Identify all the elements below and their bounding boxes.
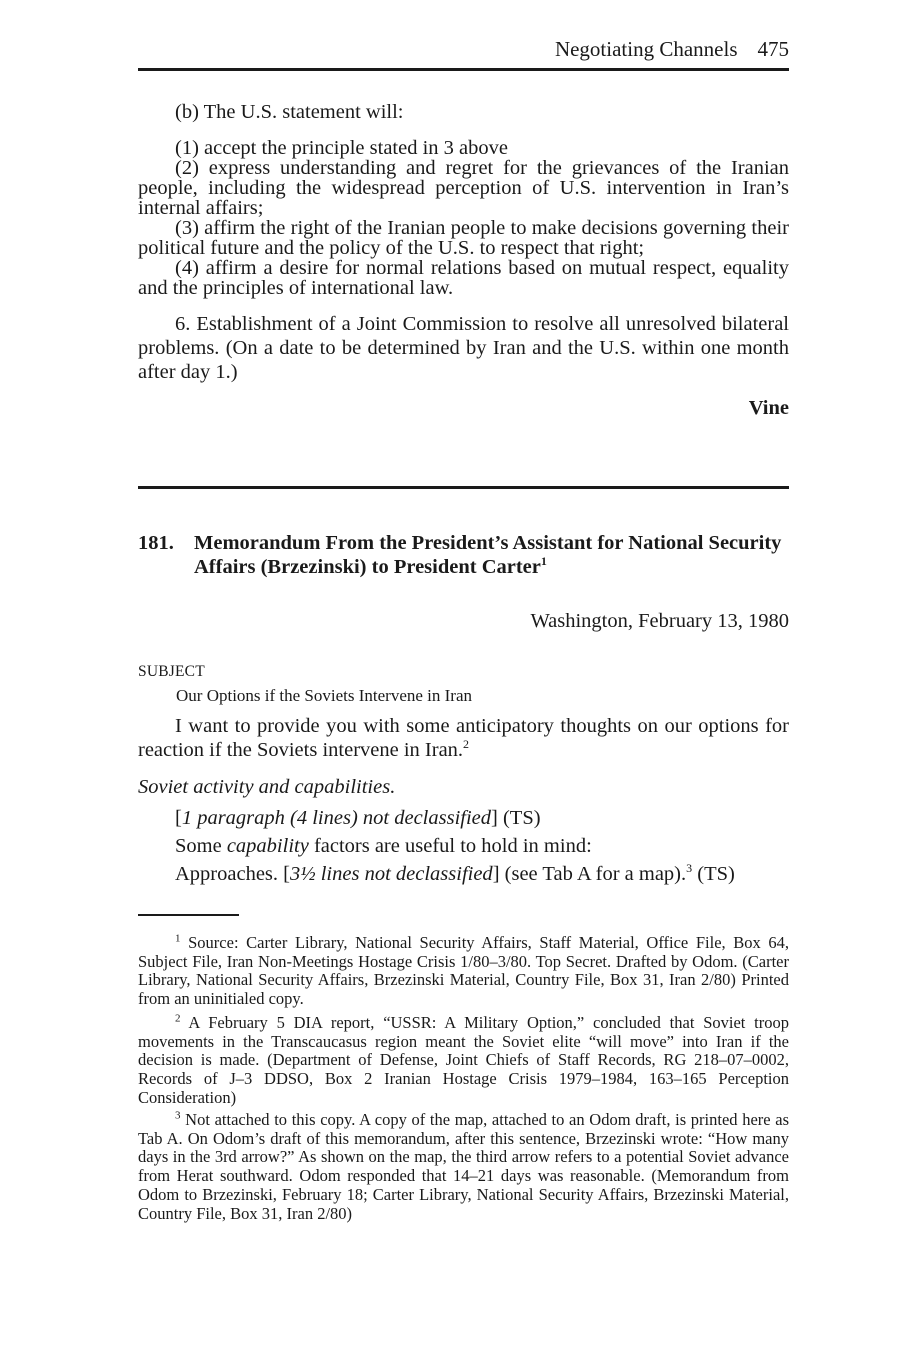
footnote-rule [138,914,239,916]
document-title: Memorandum From the President’s Assistant for National Security Affairs (Brzezinski) to President Carter [194,532,782,578]
document-heading [138,531,789,579]
footnote-2 [138,1014,789,1108]
footnote-1-text: Source: Carter Library, National Security Affairs, Staff Material, Office File, Box 64, Subject File, Iran Non-Meetings Hostage Crisis 1/80–3/80. Top Secret. Drafted by Odom. (Carter Library, National Security Affairs, Brzezinski Material, Country File, Box 31, Iran 2/80) Printed from an uninitialed copy. [138,933,790,1009]
section-heading: Soviet activity and capabilities. [138,776,396,798]
footnote-1 [138,934,789,1009]
classification-ts-2: (TS) [692,863,735,885]
classification-ts-1: ] (TS) [491,807,541,829]
subject-text: Our Options if the Soviets Intervene in Iran [176,686,473,705]
capability-term: capability [226,835,309,857]
footnote-1-marker: 1 [175,932,181,945]
statement-item-3: (3) affirm the right of the Iranian people to make decisions governing their political future and the policy of the U.S. to respect that right; [138,217,789,259]
not-declassified-paragraph: [1 paragraph (4 lines) not declassified] (TS) [175,807,541,829]
document-number: 181. [138,532,174,554]
footnote-2-marker: 2 [175,1012,181,1025]
section-rule [138,486,789,489]
document-date: Washington, February 13, 1980 [530,610,789,632]
subject-label: SUBJECT [138,663,205,680]
signature: Vine [748,397,789,419]
header-rule [138,68,789,71]
approaches-not-declassified: 3½ lines not declassified [289,863,493,885]
approaches-post: ] (see Tab A for a map). [492,863,687,885]
statement-item-2: (2) express understanding and regret for the grievances of the Iranian people, including the widespread perception of U.S. intervention in Iran’s internal affairs; [138,157,789,219]
footnote-ref-2: 2 [463,737,470,752]
statement-item-1: (1) accept the principle stated in 3 above [175,137,508,159]
document-title-wrap [194,531,789,579]
not-declassified-note: 1 paragraph (4 lines) not declassified [181,807,492,829]
footnote-3 [138,1111,789,1223]
statement-items [138,138,789,298]
capability-paragraph [138,834,789,858]
statement-item-4: (4) affirm a desire for normal relations based on mutual respect, equality and the principles of international law. [138,257,789,299]
footnote-2-text: A February 5 DIA report, “USSR: A Military Option,” concluded that Soviet troop movements in the Transcaucasus region meant the Soviet elite “will move” into Iran if the decision is made. (Department of Defense, Joint Chiefs of Staff Records, RG 218–07–0002, Records of J–3 DDSO, Box 2 Iranian Hostage Crisis 1979–1984, 163–165 Perception Consideration) [138,1013,790,1107]
page-number: 475 [757,37,789,61]
approaches-paragraph [138,862,789,886]
b-intro: (b) The U.S. statement will: [175,101,404,123]
footnote-ref-1: 1 [540,554,547,569]
capability-post: factors are useful to hold in mind: [308,835,592,857]
intro-text: I want to provide you with some anticipatory thoughts on our options for reaction if the Soviets intervene in Iran. [138,715,789,761]
footnote-3-text: Not attached to this copy. A copy of the map, attached to an Odom draft, is printed here as Tab A. On Odom’s draft of this memorandum, after this sentence, Brzezinski wrote: “How many days in the 3rd arrow?” As shown on the map, the third arrow refers to a potential Soviet advance from Herat southward. Odom responded that 14–21 days was reasonable. (Memorandum from Odom to Brzezinski, February 18; Carter Library, National Security Affairs, Brzezinski Material, Country File, Box 31, Iran 2/80) [138,1110,790,1223]
approaches-pre: Approaches. [ [175,863,290,885]
capability-pre: Some [175,835,227,857]
running-title: Negotiating Channels [554,37,738,61]
footnote-3-marker: 3 [175,1109,181,1122]
intro-paragraph [138,714,789,762]
paragraph-6: 6. Establishment of a Joint Commission to resolve all unresolved bilateral problems. (On a date to be determined by Iran and the U.S. within one month after day 1.) [138,313,789,383]
running-head [138,37,789,63]
footnote-ref-3: 3 [686,861,693,876]
